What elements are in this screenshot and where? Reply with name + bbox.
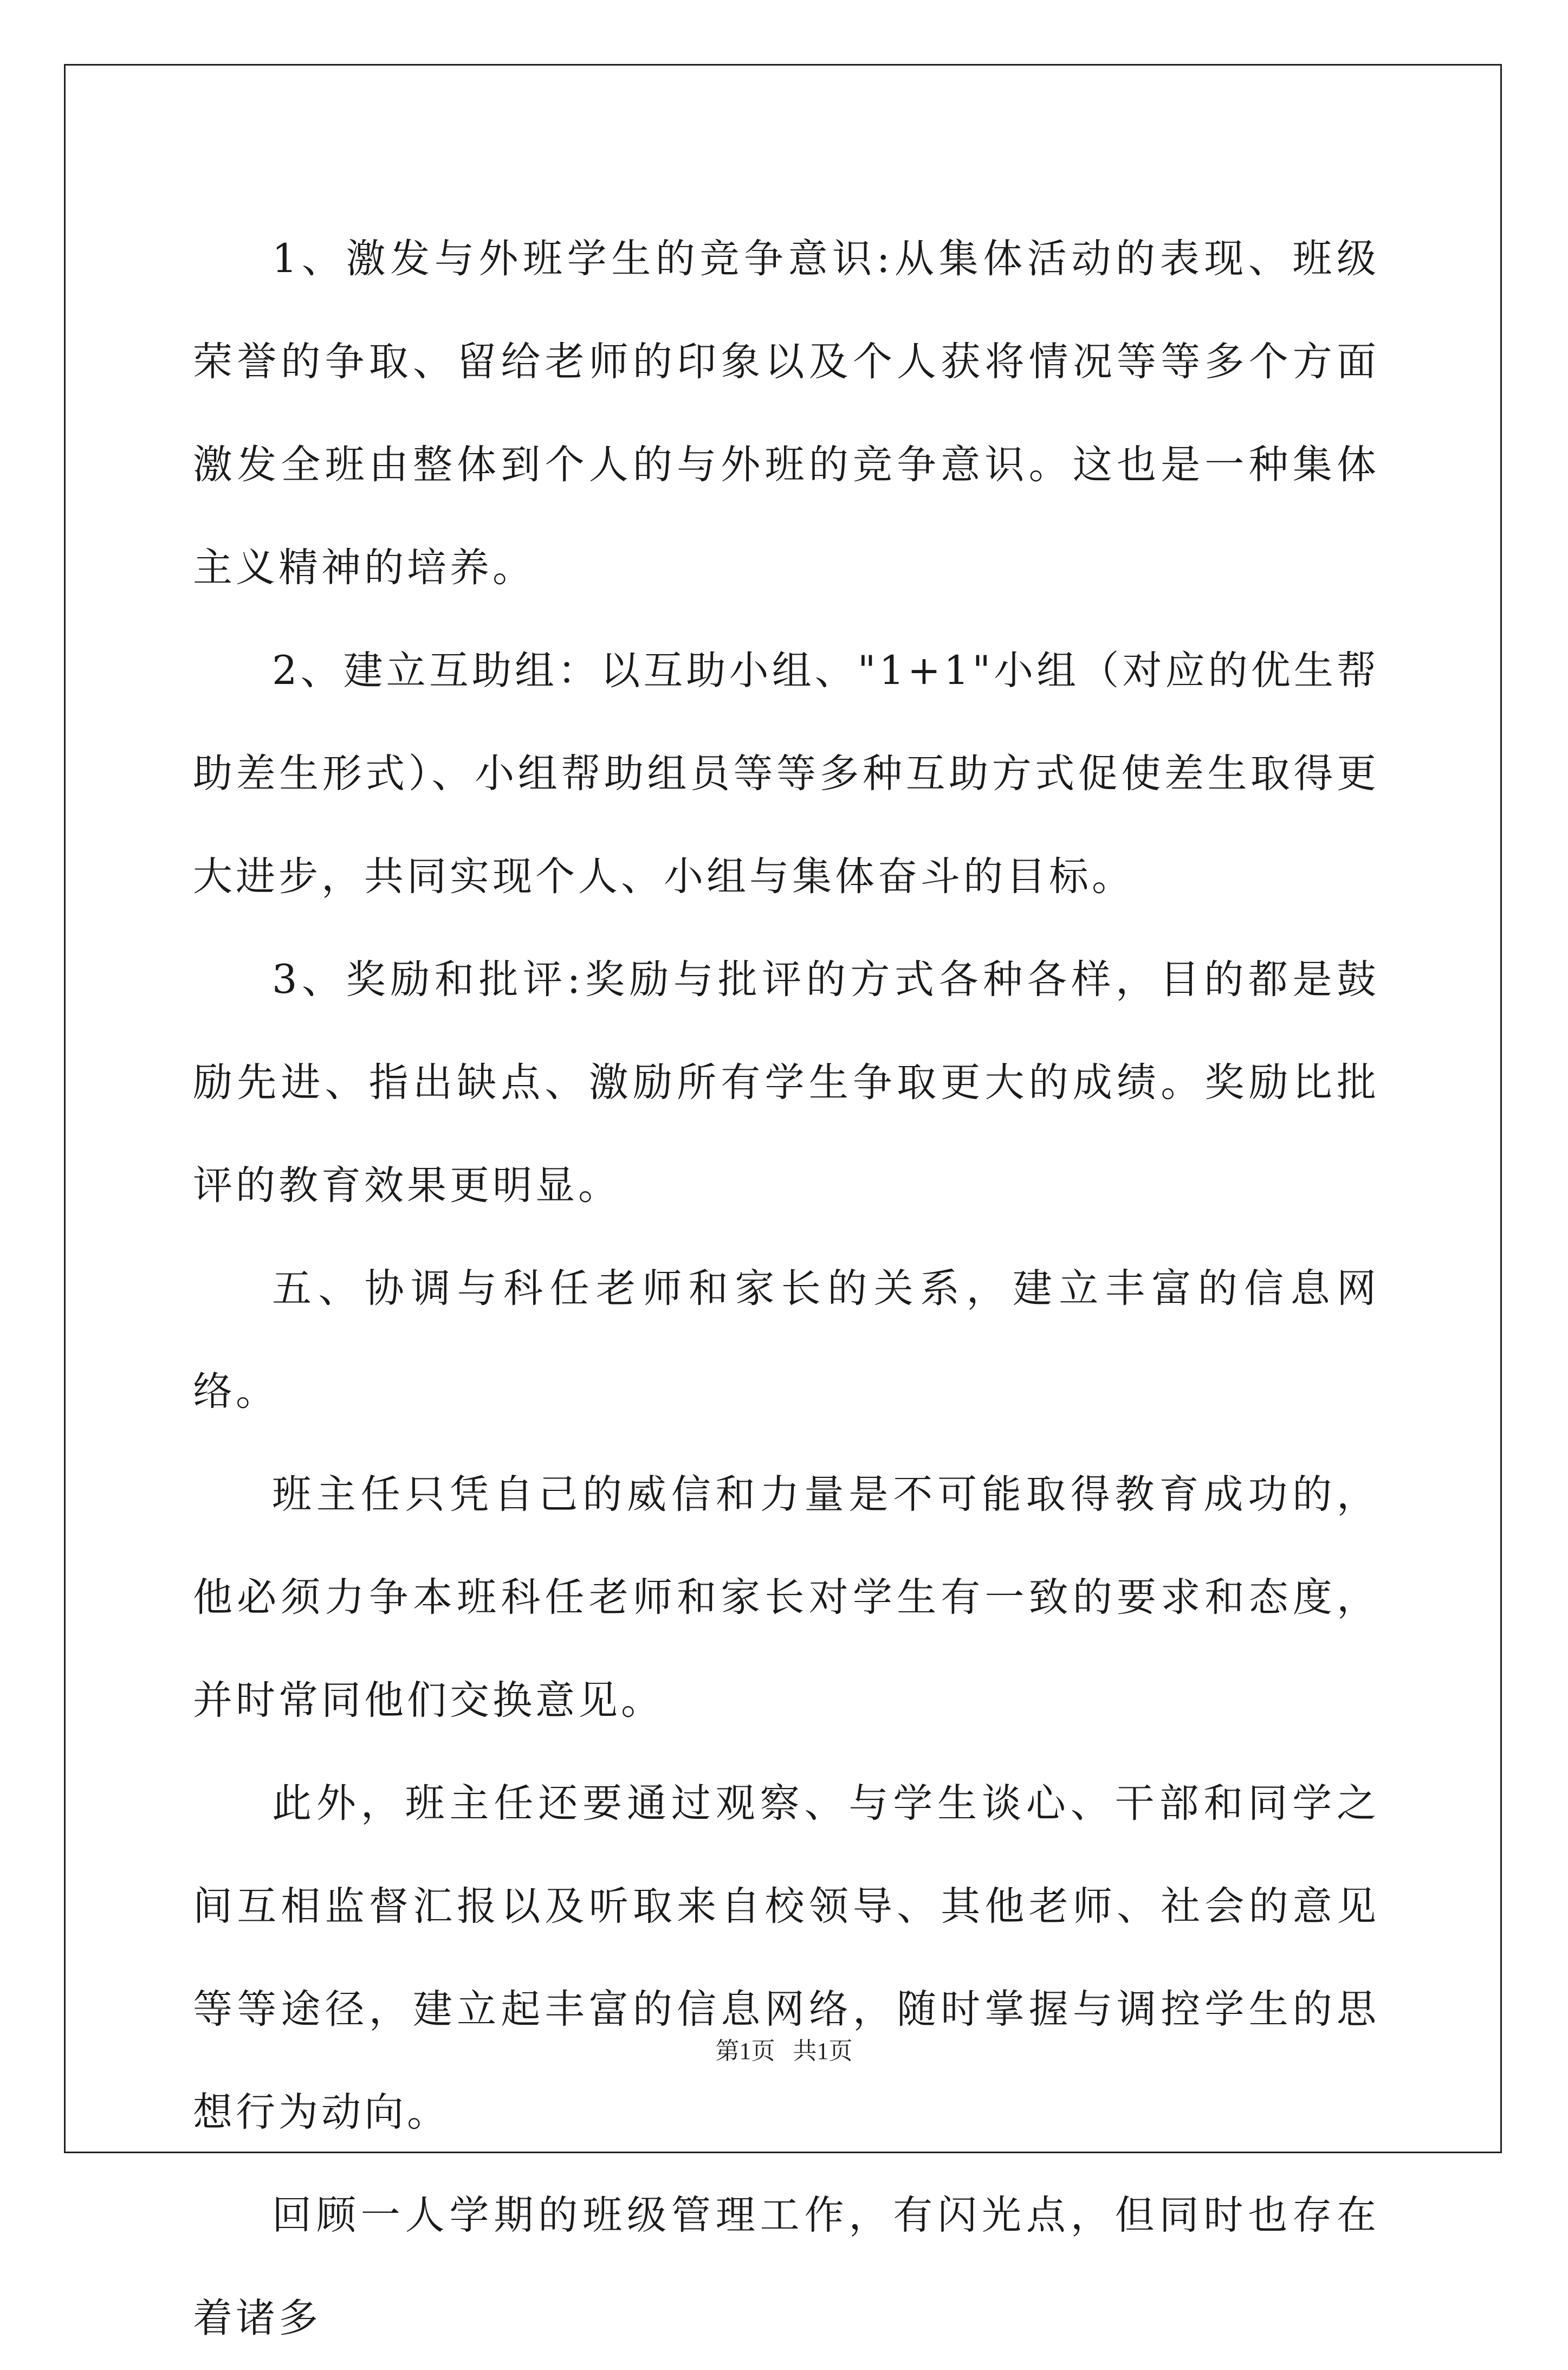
paragraph: 3、奖励和批评:奖励与批评的方式各种各样，目的都是鼓励先进、指出缺点、激励所有学生争取更大的成绩。奖励比批评的教育效果更明显。 <box>193 957 1379 1209</box>
paragraph: 回顾一人学期的班级管理工作，有闪光点，但同时也存在着诸多 <box>193 2192 1379 2341</box>
paragraph: 此外，班主任还要通过观察、与学生谈心、干部和同学之间互相监督汇报以及听取来自校领导、其他老师、社会的意见等等途径，建立起丰富的信息网络，随时掌握与调控学生的思想行为动向。 <box>193 1780 1379 2135</box>
paragraph: 2、建立互助组：以互助小组、"1+1"小组（对应的优生帮助差生形式）、小组帮助组员等等多种互助方式促使差生取得更大进步，共同实现个人、小组与集体奋斗的目标。 <box>193 648 1379 900</box>
page-number-footer: 第1页 共1页 <box>715 2038 853 2064</box>
paragraph: 班主任只凭自己的威信和力量是不可能取得教育成功的，他必须力争本班科任老师和家长对学生有一致的要求和态度，并时常同他们交换意见。 <box>193 1471 1379 1723</box>
section-heading: 五、协调与科任老师和家长的关系，建立丰富的信息网络。 <box>193 1265 1379 1415</box>
paragraph: 1、激发与外班学生的竞争意识:从集体活动的表现、班级荣誉的争取、留给老师的印象以及个人获将情况等等多个方面激发全班由整体到个人的与外班的竞争意识。这也是一种集体主义精神的培养。 <box>193 236 1379 591</box>
